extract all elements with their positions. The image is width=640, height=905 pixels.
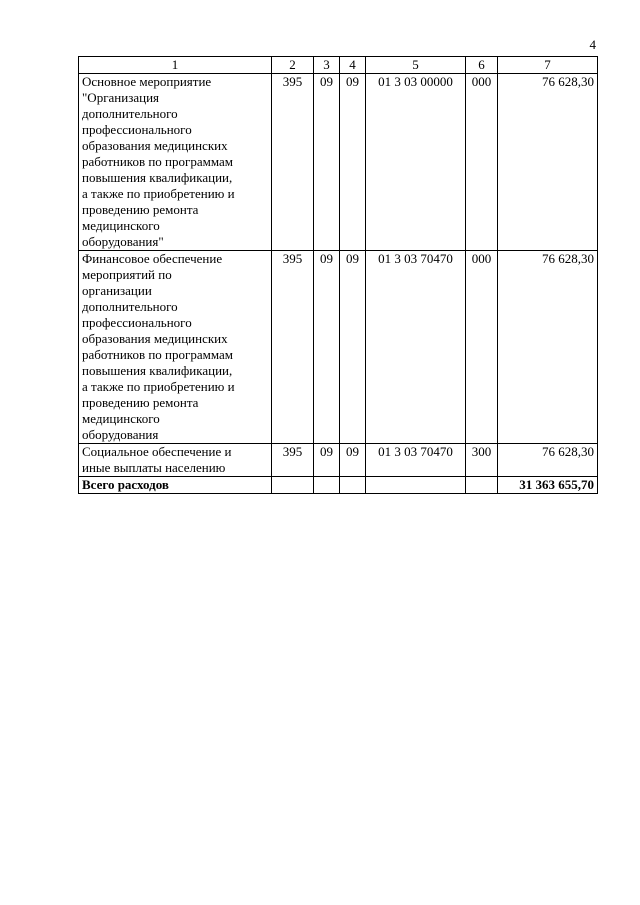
table-row xyxy=(79,74,598,251)
column-header-6: 6 xyxy=(466,57,498,74)
total-label: Всего расходов xyxy=(79,477,272,494)
total-empty-cell xyxy=(466,477,498,494)
row-section-code: 09 xyxy=(314,251,340,444)
row-target-article: 01 3 03 70470 xyxy=(366,444,466,477)
row-amount: 76 628,30 xyxy=(498,74,598,251)
table-header-row xyxy=(79,57,598,74)
page-number: 4 xyxy=(589,37,596,52)
row-expense-type: 000 xyxy=(466,251,498,444)
total-empty-cell xyxy=(272,477,314,494)
row-expense-type: 300 xyxy=(466,444,498,477)
row-section-code: 09 xyxy=(314,74,340,251)
row-target-article: 01 3 03 00000 xyxy=(366,74,466,251)
column-header-4: 4 xyxy=(340,57,366,74)
total-empty-cell xyxy=(314,477,340,494)
column-header-1: 1 xyxy=(79,57,272,74)
row-name: Финансовое обеспечение мероприятий по организации дополнительного профессионального образования медицинских работников по программам повышения квалификации, а также по приобретению и проведению ремонта медицинского оборудования xyxy=(79,251,272,444)
row-name: Социальное обеспечение и иные выплаты населению xyxy=(79,444,272,477)
column-header-3: 3 xyxy=(314,57,340,74)
total-empty-cell xyxy=(340,477,366,494)
column-header-7: 7 xyxy=(498,57,598,74)
row-target-article: 01 3 03 70470 xyxy=(366,251,466,444)
total-empty-cell xyxy=(366,477,466,494)
table-row xyxy=(79,444,598,477)
row-name: Основное мероприятие "Организация дополнительного профессионального образования медицинских работников по программам повышения квалификации, а также по приобретению и проведению ремонта медицинского оборудования" xyxy=(79,74,272,251)
total-row xyxy=(79,477,598,494)
expenditure-table xyxy=(78,56,598,494)
column-header-5: 5 xyxy=(366,57,466,74)
row-subsection-code: 09 xyxy=(340,251,366,444)
row-subsection-code: 09 xyxy=(340,74,366,251)
row-subsection-code: 09 xyxy=(340,444,366,477)
row-amount: 76 628,30 xyxy=(498,444,598,477)
total-amount: 31 363 655,70 xyxy=(498,477,598,494)
row-expense-type: 000 xyxy=(466,74,498,251)
table-row xyxy=(79,251,598,444)
column-header-2: 2 xyxy=(272,57,314,74)
row-amount: 76 628,30 xyxy=(498,251,598,444)
row-section-code: 09 xyxy=(314,444,340,477)
row-ministry-code: 395 xyxy=(272,251,314,444)
row-ministry-code: 395 xyxy=(272,444,314,477)
row-ministry-code: 395 xyxy=(272,74,314,251)
